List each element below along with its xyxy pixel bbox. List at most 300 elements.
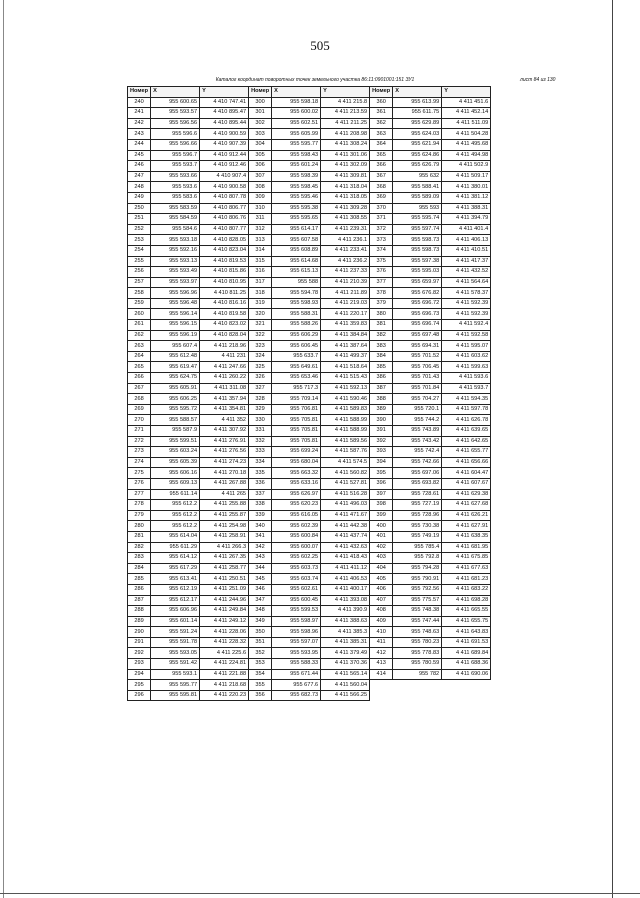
x-coordinate-cell: 955 601.14 (151, 616, 200, 627)
y-coordinate-cell: 4 411 417.37 (442, 256, 491, 267)
point-number-cell: 377 (370, 277, 393, 288)
y-coordinate-cell: 4 411 603.62 (442, 351, 491, 362)
y-coordinate-cell: 4 411 495.68 (442, 139, 491, 150)
point-number-cell: 268 (128, 394, 151, 405)
y-coordinate-cell: 4 411 516.28 (321, 489, 370, 500)
x-coordinate-cell: 955 595.72 (151, 404, 200, 415)
x-coordinate-cell: 955 697.06 (393, 468, 442, 479)
y-coordinate-cell: 4 411 432.63 (321, 542, 370, 553)
page-number: 505 (310, 38, 330, 53)
x-coordinate-cell: 955 598.97 (272, 616, 321, 627)
y-coordinate-cell: 4 410 900.58 (200, 182, 249, 193)
point-number-cell: 262 (128, 330, 151, 341)
table-row (128, 362, 491, 373)
table-row (128, 383, 491, 394)
y-coordinate-cell: 4 411 213.59 (321, 108, 370, 119)
point-number-cell: 266 (128, 373, 151, 384)
y-coordinate-cell: 4 411 688.36 (442, 659, 491, 670)
point-number-cell: 251 (128, 214, 151, 225)
column-header: X (393, 87, 442, 98)
x-coordinate-cell: 955 598.73 (393, 245, 442, 256)
x-coordinate-cell: 955 608.89 (272, 245, 321, 256)
table-row (128, 616, 491, 627)
point-number-cell: 318 (249, 288, 272, 299)
y-coordinate-cell: 4 411 379.49 (321, 648, 370, 659)
x-coordinate-cell: 955 730.38 (393, 521, 442, 532)
point-number-cell: 342 (249, 542, 272, 553)
x-coordinate-cell: 955 603.24 (151, 447, 200, 458)
point-number-cell: 283 (128, 553, 151, 564)
y-coordinate-cell: 4 410 900.59 (200, 129, 249, 140)
y-coordinate-cell: 4 411 211.25 (321, 118, 370, 129)
x-coordinate-cell: 955 676.82 (393, 288, 442, 299)
x-coordinate-cell: 955 598.96 (272, 627, 321, 638)
y-coordinate-cell: 4 410 823.02 (200, 320, 249, 331)
y-coordinate-cell: 4 411 249.84 (200, 606, 249, 617)
x-coordinate-cell: 955 663.32 (272, 468, 321, 479)
point-number-cell: 355 (249, 680, 272, 691)
x-coordinate-cell: 955 595.03 (393, 267, 442, 278)
y-coordinate-cell: 4 411 683.22 (442, 584, 491, 595)
table-row (128, 118, 491, 129)
x-coordinate-cell: 955 728.96 (393, 510, 442, 521)
table-row (128, 553, 491, 564)
y-coordinate-cell: 4 411 592.4 (442, 320, 491, 331)
point-number-cell: 334 (249, 457, 272, 468)
y-coordinate-cell: 4 410 895.44 (200, 118, 249, 129)
table-row (128, 150, 491, 161)
point-number-cell: 401 (370, 531, 393, 542)
x-coordinate-cell: 955 605.99 (272, 129, 321, 140)
point-number-cell: 264 (128, 351, 151, 362)
point-number-cell: 326 (249, 373, 272, 384)
y-coordinate-cell: 4 411 211.89 (321, 288, 370, 299)
column-header: Y (200, 87, 249, 98)
point-number-cell: 310 (249, 203, 272, 214)
x-coordinate-cell: 955 633.7 (272, 351, 321, 362)
table-row (128, 139, 491, 150)
point-number-cell: 300 (249, 97, 272, 108)
x-coordinate-cell: 955 587.9 (151, 426, 200, 437)
point-number-cell: 307 (249, 171, 272, 182)
x-coordinate-cell: 955 593.1 (151, 669, 200, 680)
point-number-cell: 386 (370, 373, 393, 384)
point-number-cell: 362 (370, 118, 393, 129)
point-number-cell: 382 (370, 330, 393, 341)
point-number-cell: 409 (370, 616, 393, 627)
y-coordinate-cell: 4 411 589.56 (321, 436, 370, 447)
point-number-cell: 257 (128, 277, 151, 288)
point-number-cell: 286 (128, 584, 151, 595)
x-coordinate-cell: 955 704.27 (393, 394, 442, 405)
table-row (128, 288, 491, 299)
x-coordinate-cell: 955 701.43 (393, 373, 442, 384)
point-number-cell: 353 (249, 659, 272, 670)
point-number-cell: 380 (370, 309, 393, 320)
point-number-cell: 356 (249, 690, 272, 701)
table-row (128, 457, 491, 468)
point-number-cell: 323 (249, 341, 272, 352)
x-coordinate-cell: 955 626.79 (393, 161, 442, 172)
x-coordinate-cell: 955 602.25 (272, 553, 321, 564)
x-coordinate-cell: 955 742.4 (393, 447, 442, 458)
table-row (128, 500, 491, 511)
x-coordinate-cell: 955 593 (393, 203, 442, 214)
x-coordinate-cell: 955 593.95 (272, 648, 321, 659)
point-number-cell: 289 (128, 616, 151, 627)
y-coordinate-cell: 4 411 627.68 (442, 500, 491, 511)
y-coordinate-cell: 4 411 318.05 (321, 192, 370, 203)
x-coordinate-cell: 955 584.6 (151, 224, 200, 235)
point-number-cell: 256 (128, 267, 151, 278)
y-coordinate-cell: 4 411 385.31 (321, 637, 370, 648)
point-number-cell: 270 (128, 415, 151, 426)
y-coordinate-cell: 4 411 224.81 (200, 659, 249, 670)
point-number-cell: 375 (370, 256, 393, 267)
y-coordinate-cell: 4 411 655.75 (442, 616, 491, 627)
x-coordinate-cell: 955 606.29 (272, 330, 321, 341)
x-coordinate-cell: 955 607.58 (272, 235, 321, 246)
point-number-cell: 391 (370, 426, 393, 437)
scan-edge-bottom (0, 893, 640, 894)
x-coordinate-cell: 955 589.09 (393, 192, 442, 203)
point-number-cell: 273 (128, 447, 151, 458)
x-coordinate-cell: 955 602.51 (272, 118, 321, 129)
y-coordinate-cell: 4 411 260.22 (200, 373, 249, 384)
x-coordinate-cell: 955 629.89 (393, 118, 442, 129)
y-coordinate-cell: 4 411 681.23 (442, 574, 491, 585)
x-coordinate-cell: 955 588.26 (272, 320, 321, 331)
y-coordinate-cell: 4 411 496.03 (321, 500, 370, 511)
point-number-cell: 372 (370, 224, 393, 235)
point-number-cell: 408 (370, 606, 393, 617)
x-coordinate-cell: 955 593.05 (151, 648, 200, 659)
x-coordinate-cell: 955 605.91 (151, 383, 200, 394)
x-coordinate-cell: 955 597.38 (393, 256, 442, 267)
point-number-cell: 293 (128, 659, 151, 670)
y-coordinate-cell: 4 411 565.14 (321, 669, 370, 680)
header-row (128, 87, 491, 98)
y-coordinate-cell: 4 411 309.81 (321, 171, 370, 182)
point-number-cell: 371 (370, 214, 393, 225)
point-number-cell: 385 (370, 362, 393, 373)
x-coordinate-cell: 955 612.2 (151, 510, 200, 521)
x-coordinate-cell: 955 600.84 (272, 531, 321, 542)
x-coordinate-cell: 955 614.04 (151, 531, 200, 542)
y-coordinate-cell: 4 411 689.84 (442, 648, 491, 659)
x-coordinate-cell: 955 598.73 (393, 235, 442, 246)
point-number-cell: 306 (249, 161, 272, 172)
x-coordinate-cell: 955 717.3 (272, 383, 321, 394)
x-coordinate-cell: 955 596.14 (151, 309, 200, 320)
point-number-cell: 322 (249, 330, 272, 341)
point-number-cell: 241 (128, 108, 151, 119)
point-number-cell: 301 (249, 108, 272, 119)
y-coordinate-cell: 4 411 400.17 (321, 584, 370, 595)
table-row (128, 669, 491, 680)
x-coordinate-cell: 955 602.61 (272, 584, 321, 595)
x-coordinate-cell: 955 790.91 (393, 574, 442, 585)
point-number-cell: 398 (370, 500, 393, 511)
point-number-cell: 346 (249, 584, 272, 595)
point-number-cell: 343 (249, 553, 272, 564)
x-coordinate-cell: 955 626.97 (272, 489, 321, 500)
table-row (128, 426, 491, 437)
point-number-cell: 374 (370, 245, 393, 256)
x-coordinate-cell: 955 593.49 (151, 267, 200, 278)
y-coordinate-cell: 4 411 437.74 (321, 531, 370, 542)
x-coordinate-cell: 955 611.75 (393, 108, 442, 119)
column-header: Номер (128, 87, 151, 98)
x-coordinate-cell: 955 792.56 (393, 584, 442, 595)
table-row (128, 309, 491, 320)
y-coordinate-cell: 4 411 390.9 (321, 606, 370, 617)
point-number-cell: 370 (370, 203, 393, 214)
x-coordinate-cell: 955 693.82 (393, 478, 442, 489)
table-row (128, 161, 491, 172)
table-row (128, 415, 491, 426)
table-row (128, 521, 491, 532)
point-number-cell: 288 (128, 606, 151, 617)
y-coordinate-cell: 4 411 265 (200, 489, 249, 500)
x-coordinate-cell: 955 615.13 (272, 267, 321, 278)
point-number-cell: 276 (128, 478, 151, 489)
x-coordinate-cell: 955 606.25 (151, 394, 200, 405)
y-coordinate-cell: 4 410 819.53 (200, 256, 249, 267)
x-coordinate-cell: 955 595.77 (272, 139, 321, 150)
table-row (128, 203, 491, 214)
point-number-cell: 267 (128, 383, 151, 394)
y-coordinate-cell: 4 410 828.05 (200, 235, 249, 246)
point-number-cell: 290 (128, 627, 151, 638)
coordinates-table (127, 86, 491, 701)
y-coordinate-cell: 4 410 907.4 (200, 171, 249, 182)
y-coordinate-cell: 4 410 907.39 (200, 139, 249, 150)
point-number-cell: 271 (128, 426, 151, 437)
x-coordinate-cell: 955 603.74 (272, 574, 321, 585)
y-coordinate-cell: 4 411 502.9 (442, 161, 491, 172)
point-number-cell: 332 (249, 436, 272, 447)
table-row (128, 108, 491, 119)
point-number-cell: 308 (249, 182, 272, 193)
x-coordinate-cell: 955 596.48 (151, 298, 200, 309)
y-coordinate-cell: 4 411 560.82 (321, 468, 370, 479)
x-coordinate-cell: 955 595.65 (272, 214, 321, 225)
point-number-cell: 287 (128, 595, 151, 606)
x-coordinate-cell: 955 596.7 (151, 150, 200, 161)
x-coordinate-cell: 955 705.81 (272, 436, 321, 447)
y-coordinate-cell: 4 411 401.4 (442, 224, 491, 235)
point-number-cell: 274 (128, 457, 151, 468)
table-row (128, 341, 491, 352)
x-coordinate-cell: 955 591.78 (151, 637, 200, 648)
point-number-cell: 240 (128, 97, 151, 108)
y-coordinate-cell: 4 411 236.1 (321, 235, 370, 246)
point-number-cell: 381 (370, 320, 393, 331)
table-row (128, 277, 491, 288)
y-coordinate-cell: 4 411 301.06 (321, 150, 370, 161)
point-number-cell: 405 (370, 574, 393, 585)
y-coordinate-cell: 4 411 592.58 (442, 330, 491, 341)
table-row (128, 320, 491, 331)
point-number-cell: 333 (249, 447, 272, 458)
y-coordinate-cell: 4 411 354.81 (200, 404, 249, 415)
y-coordinate-cell: 4 410 816.16 (200, 298, 249, 309)
x-coordinate-cell: 955 595.81 (151, 690, 200, 701)
point-number-cell: 344 (249, 563, 272, 574)
point-number-cell: 336 (249, 478, 272, 489)
y-coordinate-cell: 4 410 811.25 (200, 288, 249, 299)
point-number-cell: 399 (370, 510, 393, 521)
y-coordinate-cell: 4 411 599.63 (442, 362, 491, 373)
point-number-cell: 258 (128, 288, 151, 299)
table-row (128, 373, 491, 384)
point-number-cell: 413 (370, 659, 393, 670)
table-row (128, 224, 491, 235)
x-coordinate-cell: 955 596.56 (151, 118, 200, 129)
point-number-cell: 407 (370, 595, 393, 606)
y-coordinate-cell: 4 411 218.96 (200, 341, 249, 352)
point-number-cell: 309 (249, 192, 272, 203)
y-coordinate-cell: 4 411 210.39 (321, 277, 370, 288)
y-coordinate-cell: 4 411 655.77 (442, 447, 491, 458)
y-coordinate-cell: 4 411 499.37 (321, 351, 370, 362)
point-number-cell: 392 (370, 436, 393, 447)
x-coordinate-cell: 955 606.45 (272, 341, 321, 352)
table-row (128, 637, 491, 648)
x-coordinate-cell: 955 613.99 (393, 97, 442, 108)
point-number-cell: 341 (249, 531, 272, 542)
y-coordinate-cell: 4 411 258.91 (200, 531, 249, 542)
point-number-cell: 337 (249, 489, 272, 500)
y-coordinate-cell: 4 411 594.35 (442, 394, 491, 405)
scan-edge-left (3, 0, 4, 898)
y-coordinate-cell: 4 411 318.04 (321, 182, 370, 193)
x-coordinate-cell: 955 743.42 (393, 436, 442, 447)
y-coordinate-cell: 4 411 471.67 (321, 510, 370, 521)
x-coordinate-cell: 955 593.66 (151, 171, 200, 182)
table-row (128, 447, 491, 458)
x-coordinate-cell: 955 591.24 (151, 627, 200, 638)
x-coordinate-cell: 955 609.13 (151, 478, 200, 489)
x-coordinate-cell: 955 749.19 (393, 531, 442, 542)
y-coordinate-cell: 4 411 593.7 (442, 383, 491, 394)
y-coordinate-cell: 4 411 247.66 (200, 362, 249, 373)
x-coordinate-cell: 955 671.44 (272, 669, 321, 680)
y-coordinate-cell: 4 411 574.5 (321, 457, 370, 468)
x-coordinate-cell: 955 624.86 (393, 150, 442, 161)
table-row (128, 468, 491, 479)
y-coordinate-cell: 4 411 370.36 (321, 659, 370, 670)
point-number-cell: 246 (128, 161, 151, 172)
y-coordinate-cell: 4 411 626.21 (442, 510, 491, 521)
point-number-cell: 254 (128, 245, 151, 256)
y-coordinate-cell: 4 411 509.17 (442, 171, 491, 182)
point-number-cell: 389 (370, 404, 393, 415)
point-number-cell: 291 (128, 637, 151, 648)
table-row (128, 192, 491, 203)
table-row (128, 404, 491, 415)
y-coordinate-cell: 4 411 233.41 (321, 245, 370, 256)
x-coordinate-cell: 955 792.8 (393, 553, 442, 564)
y-coordinate-cell: 4 411 504.28 (442, 129, 491, 140)
y-coordinate-cell: 4 411 308.55 (321, 214, 370, 225)
y-coordinate-cell: 4 411 244.96 (200, 595, 249, 606)
x-coordinate-cell: 955 621.94 (393, 139, 442, 150)
point-number-cell: 302 (249, 118, 272, 129)
point-number-cell: 320 (249, 309, 272, 320)
table-row (128, 595, 491, 606)
y-coordinate-cell: 4 411 627.91 (442, 521, 491, 532)
point-number-cell: 269 (128, 404, 151, 415)
y-coordinate-cell: 4 410 807.78 (200, 192, 249, 203)
y-coordinate-cell: 4 411 587.76 (321, 447, 370, 458)
table-row (128, 256, 491, 267)
point-number-cell: 277 (128, 489, 151, 500)
y-coordinate-cell: 4 411 309.28 (321, 203, 370, 214)
table-row (128, 351, 491, 362)
x-coordinate-cell: 955 593.6 (151, 182, 200, 193)
x-coordinate-cell: 955 595.77 (151, 680, 200, 691)
x-coordinate-cell: 955 606.16 (151, 468, 200, 479)
x-coordinate-cell: 955 705.81 (272, 426, 321, 437)
table-row (128, 659, 491, 670)
x-coordinate-cell: 955 603.73 (272, 563, 321, 574)
y-coordinate-cell: 4 411 250.51 (200, 574, 249, 585)
x-coordinate-cell: 955 588.57 (151, 415, 200, 426)
x-coordinate-cell: 955 727.19 (393, 500, 442, 511)
x-coordinate-cell: 955 593.97 (151, 277, 200, 288)
point-number-cell: 280 (128, 521, 151, 532)
x-coordinate-cell: 955 598.39 (272, 171, 321, 182)
table-row (128, 680, 491, 691)
x-coordinate-cell: 955 612.2 (151, 521, 200, 532)
x-coordinate-cell: 955 775.57 (393, 595, 442, 606)
y-coordinate-cell: 4 410 912.46 (200, 161, 249, 172)
x-coordinate-cell: 955 605.39 (151, 457, 200, 468)
point-number-cell: 348 (249, 606, 272, 617)
y-coordinate-cell: 4 411 593.6 (442, 373, 491, 384)
y-coordinate-cell: 4 411 384.84 (321, 330, 370, 341)
y-coordinate-cell: 4 410 828.04 (200, 330, 249, 341)
y-coordinate-cell: 4 411 698.28 (442, 595, 491, 606)
x-coordinate-cell: 955 706.45 (393, 362, 442, 373)
x-coordinate-cell: 955 598.43 (272, 150, 321, 161)
point-number-cell: 327 (249, 383, 272, 394)
y-coordinate-cell: 4 411 442.38 (321, 521, 370, 532)
table-row (128, 574, 491, 585)
y-coordinate-cell: 4 411 219.03 (321, 298, 370, 309)
point-number-cell: 296 (128, 690, 151, 701)
x-coordinate-cell: 955 583.59 (151, 203, 200, 214)
point-number-cell: 279 (128, 510, 151, 521)
point-number-cell: 249 (128, 192, 151, 203)
x-coordinate-cell: 955 612.2 (151, 500, 200, 511)
y-coordinate-cell: 4 411 642.65 (442, 436, 491, 447)
x-coordinate-cell: 955 785.4 (393, 542, 442, 553)
x-coordinate-cell: 955 598.93 (272, 298, 321, 309)
x-coordinate-cell: 955 614.12 (151, 553, 200, 564)
point-number-cell: 319 (249, 298, 272, 309)
y-coordinate-cell: 4 411 218.68 (200, 680, 249, 691)
point-number-cell: 397 (370, 489, 393, 500)
point-number-cell: 367 (370, 171, 393, 182)
x-coordinate-cell: 955 720.1 (393, 404, 442, 415)
y-coordinate-cell: 4 411 518.64 (321, 362, 370, 373)
x-coordinate-cell: 955 617.29 (151, 563, 200, 574)
point-number-cell: 247 (128, 171, 151, 182)
point-number-cell: 412 (370, 648, 393, 659)
